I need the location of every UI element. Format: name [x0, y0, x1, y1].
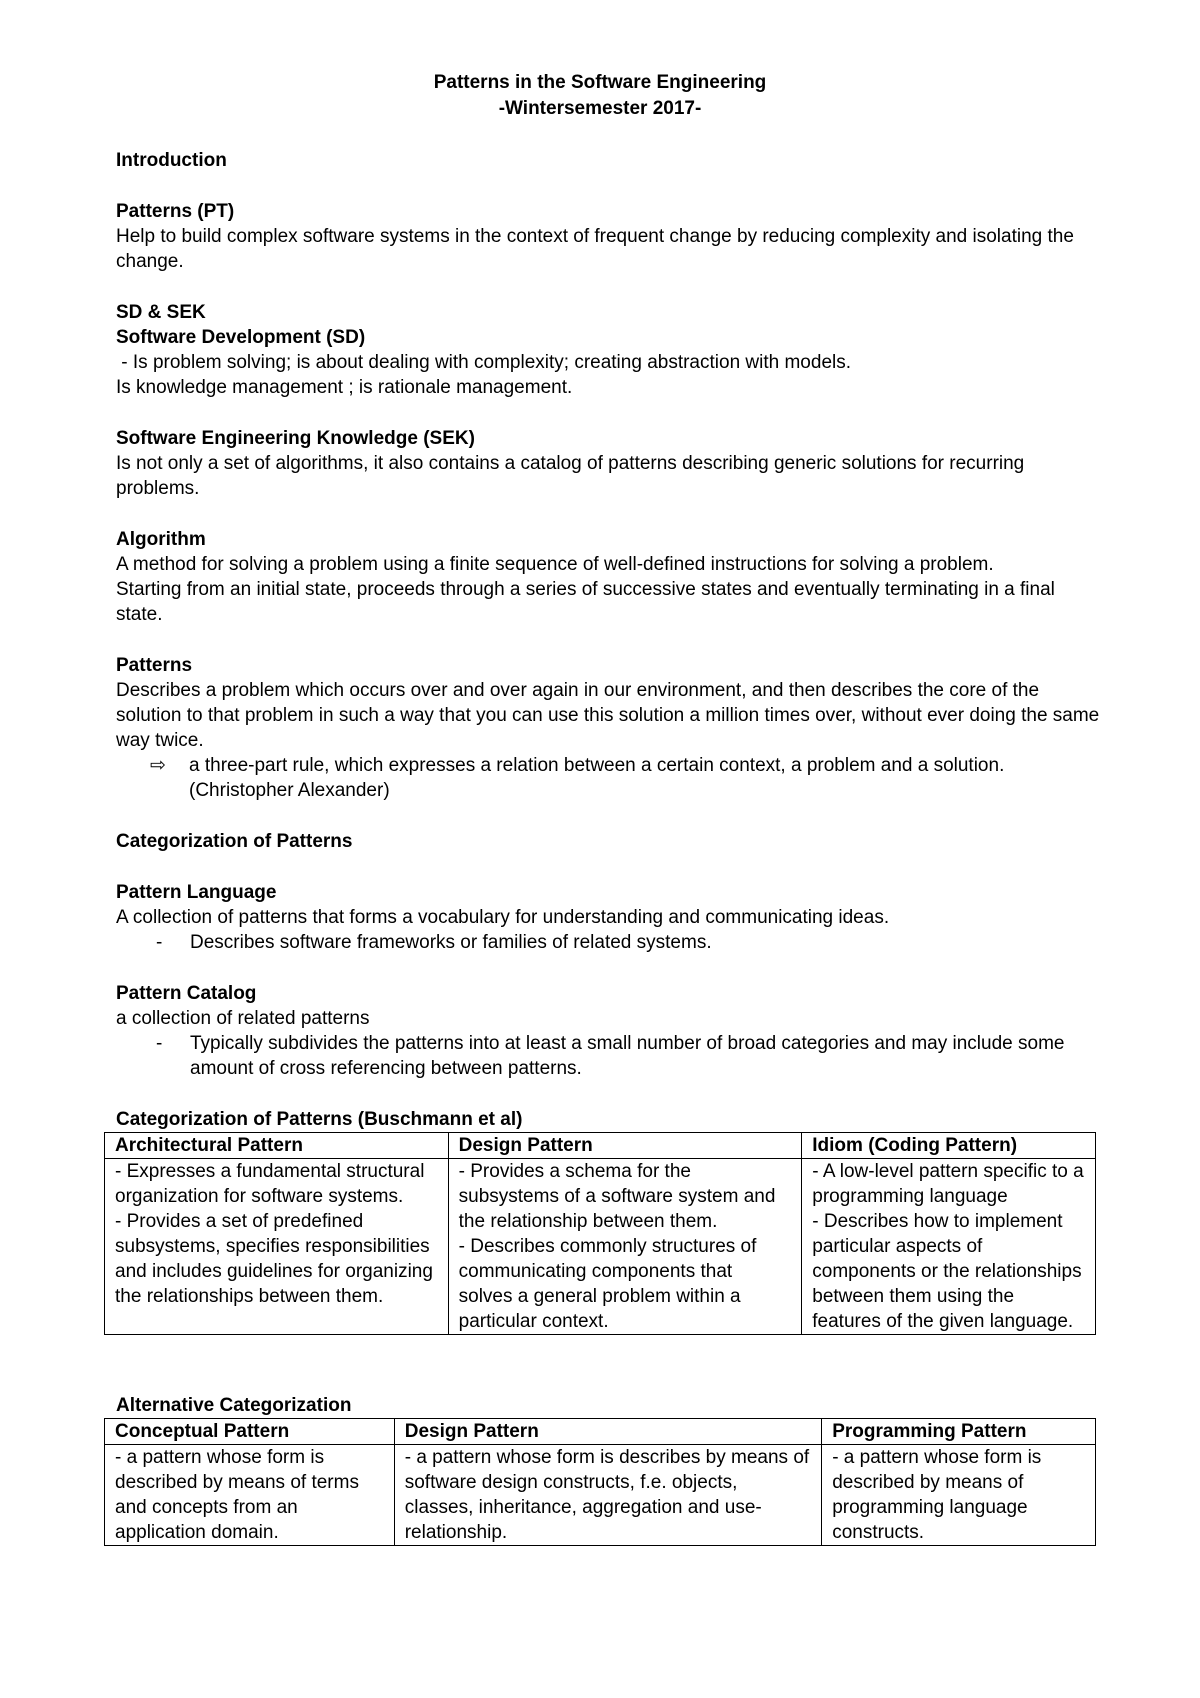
patterns-pt-heading: Patterns (PT)	[116, 201, 235, 222]
patterns-arrow-text: a three-part rule, which expresses a relation between a certain context, a problem and a solution. (Christopher Alexander)	[189, 755, 1005, 801]
patterns-pt-text: Help to build complex software systems in the context of frequent change by reducing complexity and isolating the change.	[116, 226, 1074, 272]
cell-text: - Describes commonly structures of communicating components that solves a general problem within a particular context.	[458, 1236, 757, 1332]
cell-text: - Provides a set of predefined subsystems, specifies responsibilities and includes guidelines for organizing the relationships between them.	[115, 1211, 433, 1307]
pattern-catalog-bullet	[116, 1031, 1100, 1081]
table-header-row	[105, 1133, 1096, 1159]
pattern-language-bullet-text: Describes software frameworks or families of related systems.	[190, 932, 712, 953]
table-header-row	[105, 1419, 1096, 1445]
table-cell	[105, 1159, 449, 1335]
document-title: Patterns in the Software Engineering	[433, 72, 767, 93]
table-header-cell: Design Pattern	[394, 1419, 821, 1445]
pattern-language-text: A collection of patterns that forms a vocabulary for understanding and communicating ideas.	[116, 907, 890, 928]
table-header-cell: Design Pattern	[448, 1133, 802, 1159]
pattern-language-bullet	[116, 930, 1100, 955]
dash-bullet: -	[156, 932, 163, 953]
table-cell	[448, 1159, 802, 1335]
pattern-catalog-text: a collection of related patterns	[116, 1008, 370, 1029]
table-cell: - a pattern whose form is describes by means of software design constructs, f.e. objects, classes, inheritance, aggregation and use-relationship.	[394, 1445, 821, 1546]
table-header-cell: Architectural Pattern	[105, 1133, 449, 1159]
table-cell: - a pattern whose form is described by means of terms and concepts from an application domain.	[105, 1445, 395, 1546]
cell-text: - Provides a schema for the subsystems of a software system and the relationship between them.	[458, 1161, 776, 1232]
table-header-cell: Idiom (Coding Pattern)	[802, 1133, 1096, 1159]
cell-text: - A low-level pattern specific to a programming language	[812, 1161, 1084, 1207]
document-subtitle: -Wintersemester 2017-	[498, 98, 702, 119]
table-row	[105, 1445, 1096, 1546]
sek-heading: Software Engineering Knowledge (SEK)	[116, 428, 475, 449]
table-cell	[802, 1159, 1096, 1335]
patterns-heading: Patterns	[116, 655, 193, 676]
table-cell: - a pattern whose form is described by means of programming language constructs.	[822, 1445, 1096, 1546]
table-row	[105, 1159, 1096, 1335]
table1-caption: Categorization of Patterns (Buschmann et al)	[116, 1109, 523, 1130]
sd-line-1: - Is problem solving; is about dealing with complexity; creating abstraction with models.	[116, 352, 852, 373]
dash-bullet: -	[156, 1033, 163, 1054]
buschmann-table	[104, 1132, 1096, 1335]
table2-caption: Alternative Categorization	[116, 1395, 352, 1416]
pattern-catalog-heading: Pattern Catalog	[116, 983, 257, 1004]
pattern-catalog-bullet-text: Typically subdivides the patterns into at least a small number of broad categories and may include some amount of cross referencing between patterns.	[190, 1033, 1065, 1079]
table-header-cell: Conceptual Pattern	[105, 1419, 395, 1445]
introduction-heading: Introduction	[116, 150, 227, 171]
sek-text: Is not only a set of algorithms, it also contains a catalog of patterns describing generic solutions for recurring problems.	[116, 453, 1025, 499]
cell-text: - Describes how to implement particular aspects of components or the relationships between them using the features of the given language.	[812, 1211, 1082, 1332]
categorization-heading: Categorization of Patterns	[116, 831, 353, 852]
table-header-cell: Programming Pattern	[822, 1419, 1096, 1445]
alternative-categorization-table	[104, 1418, 1096, 1546]
sd-heading: Software Development (SD)	[116, 327, 366, 348]
algorithm-heading: Algorithm	[116, 529, 206, 550]
sd-line-2: Is knowledge management ; is rationale management.	[116, 377, 573, 398]
patterns-text: Describes a problem which occurs over and over again in our environment, and then describes the core of the solution to that problem in such a way that you can use this solution a million times over, without ever doing the same way twice.	[116, 680, 1100, 751]
sd-sek-heading: SD & SEK	[116, 302, 206, 323]
patterns-arrow-item	[116, 753, 1100, 803]
algorithm-line-1: A method for solving a problem using a finite sequence of well-defined instructions for solving a problem.	[116, 554, 994, 575]
right-arrow-icon: ⇨	[150, 755, 166, 776]
document-title-block	[100, 70, 1100, 122]
algorithm-line-2: Starting from an initial state, proceeds through a series of successive states and eventually terminating in a final state.	[116, 579, 1055, 625]
cell-text: - Expresses a fundamental structural organization for software systems.	[115, 1161, 425, 1207]
pattern-language-heading: Pattern Language	[116, 882, 277, 903]
